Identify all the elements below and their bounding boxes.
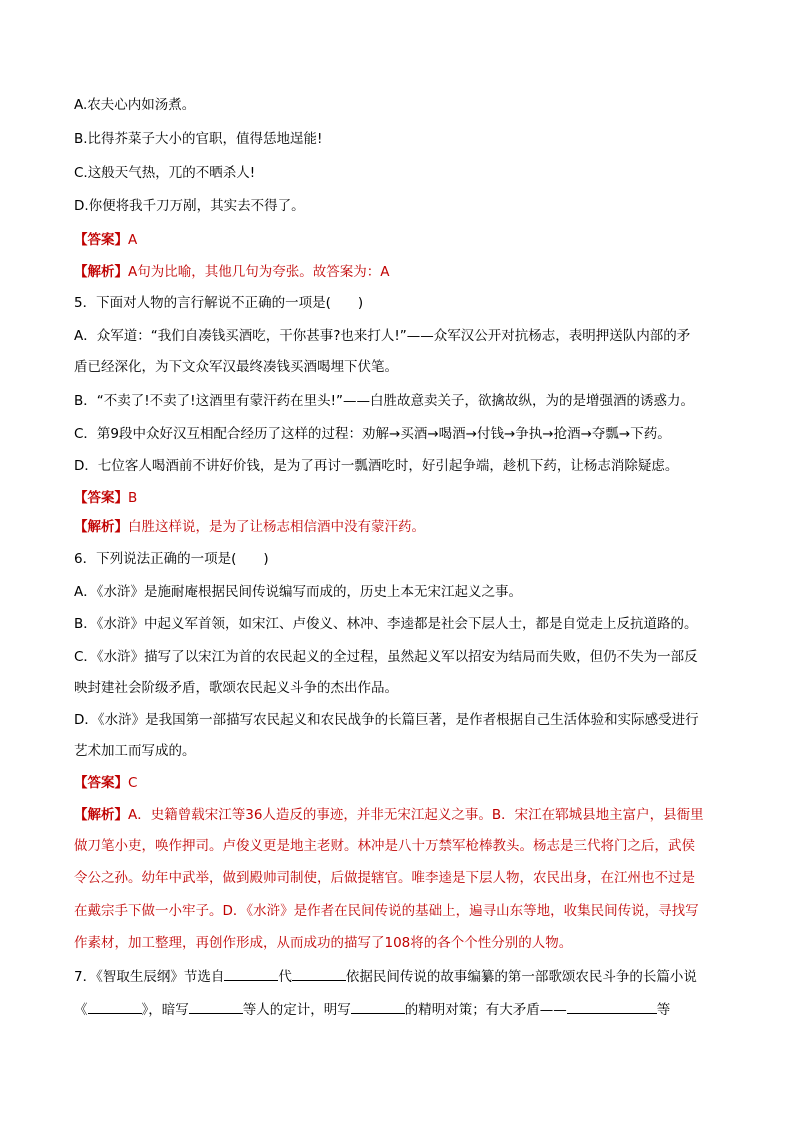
q6-analysis-line5: 作素材，加工整理，再创作形成，从而成功的描写了108将的各个个性分别的人物。 — [74, 935, 573, 951]
q7-text: 的精明对策；有大矛盾—— — [404, 1002, 567, 1018]
q6-option-d-line1: D．《水浒》是我国第一部描写农民起义和农民战争的长篇巨著，是作者根据自己生活体验和实际感受进行 — [74, 712, 699, 728]
q4-option-b: B.比得芥菜子大小的官职，值得恁地逞能! — [74, 131, 323, 147]
q6-option-c-line2: 映封建社会阶级矛盾，歌颂农民起义斗争的杰出作品。 — [74, 680, 398, 696]
q7-line1 — [74, 966, 697, 984]
q7-line2 — [74, 999, 670, 1017]
q6-option-a: A．《水浒》是施耐庵根据民间传说编写而成的，历史上本无宋江起义之事。 — [74, 584, 522, 600]
analysis-label: 【解析】 — [74, 264, 128, 280]
q4-analysis — [74, 263, 389, 281]
q5-option-a-line2: 盾已经深化，为下文众军汉最终凑钱买酒喝埋下伏笔。 — [74, 359, 398, 375]
analysis-text: 白胜这样说，是为了让杨志相信酒中没有蒙汗药。 — [128, 519, 425, 535]
q5-analysis — [74, 518, 425, 536]
q4-answer — [74, 231, 137, 249]
q6-option-d-line2: 艺术加工而写成的。 — [74, 743, 196, 759]
fill-blank[interactable] — [567, 999, 657, 1014]
fill-blank[interactable] — [189, 999, 243, 1014]
q6-answer — [74, 774, 137, 792]
q7-text: 《 — [74, 1002, 88, 1018]
q7-text: 等人的定计，明写 — [242, 1002, 351, 1018]
q5-answer — [74, 489, 137, 507]
analysis-label: 【解析】 — [74, 519, 128, 535]
q6-option-c-line1: C．《水浒》描写了以宋江为首的农民起义的全过程，虽然起义军以招安为结局而失败，但仍不失为一部反 — [74, 649, 698, 665]
q6-analysis-line3: 令公之孙。幼年中武举，做到殿帅司制使，后做提辖官。唯李逵是下层人物，农民出身，在江州也不过是 — [74, 870, 695, 886]
fill-blank[interactable] — [292, 966, 346, 981]
analysis-text: A．史籍曾载宋江等36人造反的事迹，并非无宋江起义之事。B．宋江在郓城县地主富户，县衙里 — [128, 807, 704, 823]
q6-option-b: B．《水浒》中起义军首领，如宋江、卢俊义、林冲、李逵都是社会下层人士，都是自觉走上反抗道路的。 — [74, 616, 698, 632]
q7-text: 7．《智取生辰纲》节选自 — [74, 969, 225, 985]
q6-analysis-line2: 做刀笔小吏，唤作押司。卢俊义更是地主老财。林冲是八十万禁军枪棒教头。杨志是三代将门之后，武侯 — [74, 838, 695, 854]
fill-blank[interactable] — [224, 966, 278, 981]
q4-option-d: D.你便将我千刀万剐，其实去不得了。 — [74, 198, 305, 214]
analysis-label: 【解析】 — [74, 807, 128, 823]
answer-value: C — [128, 775, 138, 791]
q5-option-c: C．第9段中众好汉互相配合经历了这样的过程：劝解→买酒→喝酒→付钱→争执→抢酒→夺瓢→下药。 — [74, 426, 671, 442]
q7-text: 等 — [656, 1002, 671, 1018]
answer-label: 【答案】 — [74, 775, 128, 791]
q4-option-c: C.这般天气热，兀的不晒杀人! — [74, 165, 256, 181]
fill-blank[interactable] — [88, 999, 142, 1014]
answer-label: 【答案】 — [74, 232, 128, 248]
q5-stem: 5．下面对人物的言行解说不正确的一项是( ) — [74, 295, 364, 311]
fill-blank[interactable] — [351, 999, 405, 1014]
q6-analysis-line4: 在戴宗手下做一小牢子。D．《水浒》是作者在民间传说的基础上，遍寻山东等地，收集民间传说，寻找写 — [74, 903, 699, 919]
q5-option-d: D．七位客人喝酒前不讲好价钱，是为了再讨一瓢酒吃时，好引起争端，趁机下药，让杨志消除疑虑。 — [74, 458, 679, 474]
q6-analysis-line1 — [74, 806, 704, 824]
q7-text: 代 — [278, 969, 292, 985]
q5-option-b: B．“不卖了!不卖了!这酒里有蒙汗药在里头!”——白胜故意卖关子，欲擒故纵，为的是增强酒的诱惑力。 — [74, 393, 694, 409]
q6-stem: 6．下列说法正确的一项是( ) — [74, 551, 269, 567]
q7-text: 依据民间传说的故事编纂的第一部歌颂农民斗争的长篇小说 — [345, 969, 697, 985]
answer-value: B — [128, 490, 138, 506]
answer-value: A — [128, 232, 138, 248]
analysis-text: A句为比喻，其他几句为夸张。故答案为：A — [128, 264, 390, 280]
q5-option-a-line1: A．众军道：“我们自凑钱买酒吃，干你甚事?也来打人!”——众军汉公开对抗杨志，表明押送队内部的矛 — [74, 328, 691, 344]
answer-label: 【答案】 — [74, 490, 128, 506]
q7-text: 》，暗写 — [141, 1002, 189, 1018]
q4-option-a: A.农夫心内如汤煮。 — [74, 97, 196, 113]
